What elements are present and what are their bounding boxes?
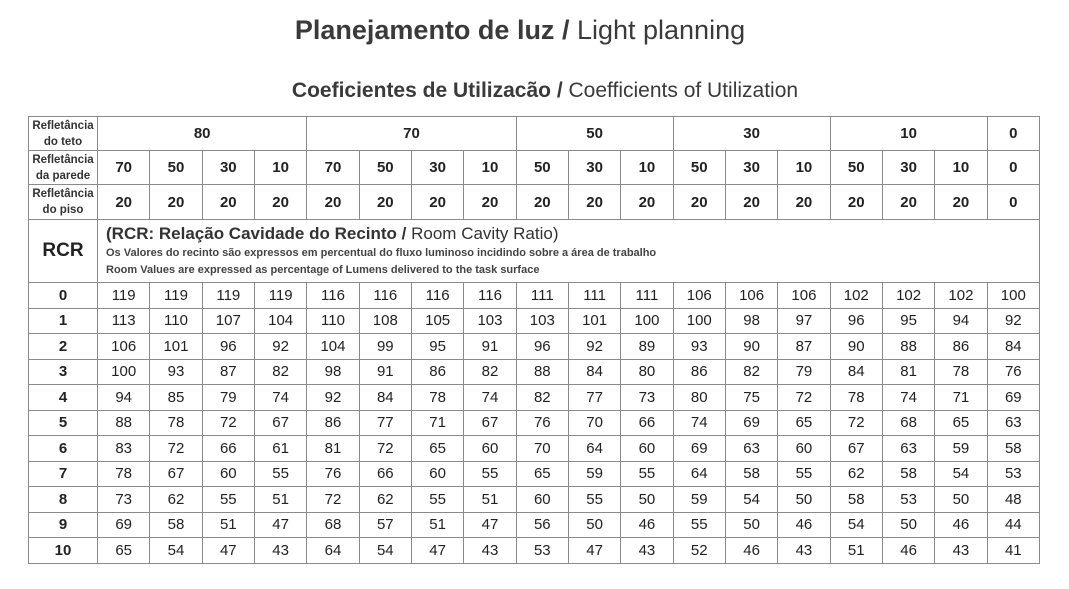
coefficient-cell: 101	[150, 334, 202, 360]
rcr-value-cell: 3	[29, 359, 98, 385]
coefficient-cell: 54	[725, 487, 777, 513]
table-row	[29, 359, 1040, 385]
coefficient-cell: 84	[987, 334, 1039, 360]
coefficient-cell: 102	[882, 283, 934, 309]
coefficient-cell: 68	[307, 512, 359, 538]
coefficient-cell: 88	[516, 359, 568, 385]
table-row	[29, 308, 1040, 334]
coefficient-cell: 58	[830, 487, 882, 513]
coefficient-cell: 88	[882, 334, 934, 360]
coefficient-cell: 104	[254, 308, 306, 334]
coefficient-cell: 67	[254, 410, 306, 436]
ceiling-label-line2: do teto	[43, 135, 83, 148]
coefficient-cell: 111	[516, 283, 568, 309]
coefficient-cell: 76	[987, 359, 1039, 385]
wall-value-cell: 0	[987, 151, 1039, 185]
coefficient-cell: 51	[830, 538, 882, 564]
coefficient-cell: 78	[98, 461, 150, 487]
coefficient-cell: 47	[254, 512, 306, 538]
coefficient-cell: 74	[254, 385, 306, 411]
coefficient-cell: 111	[621, 283, 673, 309]
coefficient-cell: 47	[411, 538, 463, 564]
coefficient-cell: 54	[935, 461, 987, 487]
coefficient-cell: 119	[150, 283, 202, 309]
coefficient-cell: 93	[150, 359, 202, 385]
floor-value-cell: 20	[150, 185, 202, 220]
wall-reflectance-label	[29, 151, 98, 185]
coefficient-cell: 77	[568, 385, 620, 411]
coefficient-cell: 86	[673, 359, 725, 385]
coefficient-cell: 110	[307, 308, 359, 334]
coefficient-cell: 50	[621, 487, 673, 513]
coefficient-cell: 80	[673, 385, 725, 411]
coefficient-cell: 59	[935, 436, 987, 462]
floor-value-cell: 20	[411, 185, 463, 220]
coefficient-cell: 43	[621, 538, 673, 564]
coefficient-cell: 47	[568, 538, 620, 564]
rcr-value-cell: 10	[29, 538, 98, 564]
coefficient-cell: 98	[725, 308, 777, 334]
wall-value-cell: 30	[202, 151, 254, 185]
coefficient-cell: 54	[830, 512, 882, 538]
rcr-note-title	[106, 223, 1039, 245]
coefficient-cell: 59	[568, 461, 620, 487]
coefficient-cell: 100	[987, 283, 1039, 309]
coefficient-cell: 50	[935, 487, 987, 513]
coefficient-cell: 116	[411, 283, 463, 309]
coefficient-cell: 73	[98, 487, 150, 513]
ceiling-value-cell: 10	[830, 117, 987, 151]
coefficient-cell: 46	[935, 512, 987, 538]
coefficient-cell: 77	[359, 410, 411, 436]
coefficient-cell: 84	[830, 359, 882, 385]
coefficient-cell: 72	[307, 487, 359, 513]
coefficient-cell: 96	[202, 334, 254, 360]
coefficient-cell: 103	[516, 308, 568, 334]
wall-value-cell: 30	[411, 151, 463, 185]
wall-value-cell: 10	[464, 151, 516, 185]
coefficient-cell: 68	[882, 410, 934, 436]
coefficient-cell: 94	[935, 308, 987, 334]
coefficient-cell: 119	[254, 283, 306, 309]
ceiling-value-cell: 80	[98, 117, 307, 151]
coefficient-cell: 65	[98, 538, 150, 564]
coefficient-cell: 100	[673, 308, 725, 334]
coefficient-cell: 60	[516, 487, 568, 513]
coefficient-cell: 62	[830, 461, 882, 487]
coefficient-cell: 55	[621, 461, 673, 487]
coefficient-cell: 69	[673, 436, 725, 462]
coefficient-cell: 92	[987, 308, 1039, 334]
ceiling-value-cell: 50	[516, 117, 673, 151]
wall-label-line1: Refletância	[32, 153, 94, 166]
coefficient-cell: 70	[568, 410, 620, 436]
coefficient-cell: 70	[516, 436, 568, 462]
ceiling-value-cell: 30	[673, 117, 830, 151]
coefficient-cell: 78	[830, 385, 882, 411]
coefficient-cell: 97	[778, 308, 830, 334]
coefficient-cell: 44	[987, 512, 1039, 538]
coefficient-cell: 47	[202, 538, 254, 564]
table-row	[29, 410, 1040, 436]
coefficient-cell: 106	[673, 283, 725, 309]
coefficient-cell: 78	[411, 385, 463, 411]
rcr-value-cell: 5	[29, 410, 98, 436]
table-row	[29, 436, 1040, 462]
coefficient-cell: 87	[202, 359, 254, 385]
coefficient-cell: 46	[621, 512, 673, 538]
coefficient-cell: 100	[621, 308, 673, 334]
coefficient-cell: 46	[778, 512, 830, 538]
floor-value-cell: 20	[725, 185, 777, 220]
ceiling-reflectance-row	[29, 117, 1040, 151]
rcr-value-cell: 9	[29, 512, 98, 538]
wall-value-cell: 10	[254, 151, 306, 185]
coefficient-cell: 47	[464, 512, 516, 538]
coefficient-cell: 111	[568, 283, 620, 309]
coefficient-cell: 110	[150, 308, 202, 334]
coefficient-cell: 66	[621, 410, 673, 436]
coefficient-cell: 85	[150, 385, 202, 411]
coefficient-cell: 52	[673, 538, 725, 564]
coefficient-cell: 53	[516, 538, 568, 564]
coefficient-cell: 58	[150, 512, 202, 538]
coefficient-cell: 62	[359, 487, 411, 513]
page-title	[0, 15, 1040, 46]
coefficient-cell: 92	[254, 334, 306, 360]
rcr-value-cell: 0	[29, 283, 98, 309]
table-row	[29, 487, 1040, 513]
wall-value-cell: 10	[935, 151, 987, 185]
coefficient-cell: 72	[202, 410, 254, 436]
coefficient-cell: 91	[464, 334, 516, 360]
coefficient-cell: 65	[411, 436, 463, 462]
wall-value-cell: 70	[307, 151, 359, 185]
ceiling-value-cell: 70	[307, 117, 516, 151]
coefficient-cell: 73	[621, 385, 673, 411]
coefficient-cell: 93	[673, 334, 725, 360]
coefficient-cell: 78	[150, 410, 202, 436]
coefficient-cell: 72	[150, 436, 202, 462]
coefficient-cell: 43	[935, 538, 987, 564]
coefficient-cell: 96	[516, 334, 568, 360]
coefficient-cell: 83	[98, 436, 150, 462]
coefficient-cell: 60	[464, 436, 516, 462]
rcr-label: RCR	[29, 220, 98, 283]
page-title-pt: Planejamento de luz	[294, 15, 555, 45]
coefficient-cell: 106	[98, 334, 150, 360]
coefficient-cell: 78	[935, 359, 987, 385]
coefficient-cell: 82	[254, 359, 306, 385]
floor-value-cell: 20	[935, 185, 987, 220]
coefficient-cell: 92	[568, 334, 620, 360]
coefficient-cell: 46	[725, 538, 777, 564]
coefficient-cell: 95	[882, 308, 934, 334]
coefficient-cell: 43	[464, 538, 516, 564]
coefficient-cell: 67	[464, 410, 516, 436]
rcr-value-cell: 1	[29, 308, 98, 334]
coefficient-cell: 87	[778, 334, 830, 360]
coefficient-cell: 67	[830, 436, 882, 462]
coefficient-cell: 59	[673, 487, 725, 513]
floor-value-cell: 20	[307, 185, 359, 220]
coefficient-cell: 79	[202, 385, 254, 411]
coefficient-cell: 100	[98, 359, 150, 385]
coefficient-cell: 74	[673, 410, 725, 436]
coefficient-cell: 98	[307, 359, 359, 385]
floor-label-line2: do piso	[42, 204, 84, 216]
rcr-value-cell: 4	[29, 385, 98, 411]
wall-value-cell: 50	[830, 151, 882, 185]
coefficient-cell: 50	[568, 512, 620, 538]
coefficient-cell: 64	[568, 436, 620, 462]
floor-value-cell: 20	[621, 185, 673, 220]
page-title-separator: /	[554, 15, 577, 45]
coefficient-cell: 65	[516, 461, 568, 487]
coefficient-cell: 46	[882, 538, 934, 564]
floor-value-cell: 20	[359, 185, 411, 220]
coefficient-cell: 66	[359, 461, 411, 487]
coefficient-cell: 82	[464, 359, 516, 385]
coefficient-cell: 90	[830, 334, 882, 360]
coefficient-cell: 55	[411, 487, 463, 513]
coefficient-cell: 86	[307, 410, 359, 436]
coefficient-cell: 106	[725, 283, 777, 309]
floor-reflectance-label	[29, 185, 98, 220]
coefficient-cell: 84	[359, 385, 411, 411]
wall-value-cell: 30	[568, 151, 620, 185]
ceiling-value-cell: 0	[987, 117, 1039, 151]
rcr-note-en: Room Values are expressed as percentage of Lumens delivered to the task surface	[106, 264, 540, 276]
table-row	[29, 283, 1040, 309]
table-row	[29, 461, 1040, 487]
coefficient-cell: 104	[307, 334, 359, 360]
coefficient-cell: 88	[98, 410, 150, 436]
wall-value-cell: 70	[98, 151, 150, 185]
wall-value-cell: 30	[882, 151, 934, 185]
coefficient-cell: 81	[307, 436, 359, 462]
coefficient-cell: 60	[621, 436, 673, 462]
floor-value-cell: 20	[568, 185, 620, 220]
floor-value-cell: 20	[202, 185, 254, 220]
coefficient-cell: 51	[464, 487, 516, 513]
floor-value-cell: 0	[987, 185, 1039, 220]
coefficient-cell: 69	[725, 410, 777, 436]
floor-value-cell: 20	[830, 185, 882, 220]
coefficient-cell: 60	[778, 436, 830, 462]
coefficient-cell: 51	[202, 512, 254, 538]
coefficient-cell: 119	[98, 283, 150, 309]
coefficient-cell: 51	[254, 487, 306, 513]
coefficient-cell: 55	[464, 461, 516, 487]
floor-value-cell: 20	[516, 185, 568, 220]
coefficient-cell: 63	[725, 436, 777, 462]
coefficient-cell: 76	[516, 410, 568, 436]
coefficient-cell: 82	[516, 385, 568, 411]
coefficient-cell: 54	[150, 538, 202, 564]
wall-value-cell: 30	[725, 151, 777, 185]
coefficient-cell: 106	[778, 283, 830, 309]
floor-value-cell: 20	[98, 185, 150, 220]
coefficient-cell: 94	[98, 385, 150, 411]
floor-value-cell: 20	[673, 185, 725, 220]
coefficient-cell: 101	[568, 308, 620, 334]
coefficient-cell: 58	[987, 436, 1039, 462]
wall-value-cell: 10	[621, 151, 673, 185]
rcr-note	[98, 220, 1040, 283]
coefficient-cell: 107	[202, 308, 254, 334]
coefficient-cell: 71	[935, 385, 987, 411]
table-row	[29, 385, 1040, 411]
floor-value-cell: 20	[464, 185, 516, 220]
coefficient-cell: 80	[621, 359, 673, 385]
coefficient-cell: 55	[254, 461, 306, 487]
coefficient-cell: 74	[464, 385, 516, 411]
page-title-en: Light planning	[576, 15, 746, 45]
coefficient-cell: 55	[778, 461, 830, 487]
coefficient-cell: 102	[935, 283, 987, 309]
coefficient-cell: 69	[98, 512, 150, 538]
coefficient-cell: 58	[882, 461, 934, 487]
coefficient-cell: 119	[202, 283, 254, 309]
coefficient-cell: 95	[411, 334, 463, 360]
coefficient-cell: 53	[882, 487, 934, 513]
floor-reflectance-row	[29, 185, 1040, 220]
coefficient-cell: 50	[725, 512, 777, 538]
coefficient-cell: 102	[830, 283, 882, 309]
ceiling-reflectance-label	[29, 117, 98, 151]
coefficient-cell: 55	[568, 487, 620, 513]
coefficient-cell: 113	[98, 308, 150, 334]
rcr-note-title-pt: (RCR: Relação Cavidade do Recinto	[106, 224, 397, 243]
wall-value-cell: 50	[516, 151, 568, 185]
coefficient-cell: 58	[725, 461, 777, 487]
data-rows	[29, 283, 1040, 564]
coefficient-cell: 66	[202, 436, 254, 462]
wall-value-cell: 10	[778, 151, 830, 185]
coefficient-cell: 51	[411, 512, 463, 538]
coefficient-cell: 41	[987, 538, 1039, 564]
rcr-note-title-en: Room Cavity Ratio)	[411, 224, 559, 243]
coefficient-cell: 99	[359, 334, 411, 360]
wall-label-line2: da parede	[35, 169, 91, 182]
floor-value-cell: 20	[778, 185, 830, 220]
coefficient-cell: 108	[359, 308, 411, 334]
table-row	[29, 512, 1040, 538]
coefficient-cell: 90	[725, 334, 777, 360]
wall-reflectance-row	[29, 151, 1040, 185]
coefficient-cell: 75	[725, 385, 777, 411]
rcr-value-cell: 6	[29, 436, 98, 462]
coefficient-cell: 55	[202, 487, 254, 513]
coefficient-cell: 81	[882, 359, 934, 385]
coefficient-cell: 72	[830, 410, 882, 436]
coefficient-cell: 63	[987, 410, 1039, 436]
coefficient-cell: 60	[202, 461, 254, 487]
table-title-pt: Coeficientes de Utilizacão	[291, 79, 551, 102]
coefficient-cell: 103	[464, 308, 516, 334]
coefficient-cell: 116	[359, 283, 411, 309]
floor-label-line1: Refletância	[32, 188, 94, 200]
table-row	[29, 538, 1040, 564]
coefficient-cell: 67	[150, 461, 202, 487]
coefficient-cell: 86	[411, 359, 463, 385]
coefficient-cell: 82	[725, 359, 777, 385]
coefficient-cell: 86	[935, 334, 987, 360]
coefficient-cell: 79	[778, 359, 830, 385]
coefficient-cell: 43	[778, 538, 830, 564]
floor-value-cell: 20	[882, 185, 934, 220]
rcr-value-cell: 2	[29, 334, 98, 360]
coefficient-cell: 61	[254, 436, 306, 462]
table-title-separator: /	[551, 79, 569, 102]
rcr-note-title-separator: /	[396, 224, 412, 243]
coefficient-cell: 91	[359, 359, 411, 385]
coefficient-cell: 55	[673, 512, 725, 538]
table-title	[0, 79, 1069, 103]
coefficient-cell: 92	[307, 385, 359, 411]
coefficient-cell: 63	[882, 436, 934, 462]
rcr-value-cell: 7	[29, 461, 98, 487]
coefficient-cell: 69	[987, 385, 1039, 411]
coefficient-cell: 72	[778, 385, 830, 411]
coefficient-cell: 76	[307, 461, 359, 487]
coefficient-cell: 62	[150, 487, 202, 513]
coefficient-cell: 50	[778, 487, 830, 513]
rcr-note-pt: Os Valores do recinto são expressos em percentual do fluxo luminoso incidindo sobre a área de trabalho	[106, 247, 657, 259]
coefficient-cell: 54	[359, 538, 411, 564]
coefficient-cell: 96	[830, 308, 882, 334]
coefficient-cell: 89	[621, 334, 673, 360]
coefficient-cell: 65	[778, 410, 830, 436]
coefficient-cell: 84	[568, 359, 620, 385]
coefficients-table	[28, 116, 1040, 564]
coefficient-cell: 48	[987, 487, 1039, 513]
coefficient-cell: 53	[987, 461, 1039, 487]
ceiling-label-line1: Refletância	[32, 119, 94, 132]
coefficient-cell: 72	[359, 436, 411, 462]
coefficient-cell: 50	[882, 512, 934, 538]
table-title-en: Coefficients of Utilization	[568, 79, 799, 102]
coefficient-cell: 71	[411, 410, 463, 436]
wall-value-cell: 50	[150, 151, 202, 185]
wall-value-cell: 50	[359, 151, 411, 185]
coefficient-cell: 60	[411, 461, 463, 487]
rcr-header-row	[29, 220, 1040, 283]
coefficient-cell: 57	[359, 512, 411, 538]
coefficient-cell: 65	[935, 410, 987, 436]
coefficient-cell: 64	[307, 538, 359, 564]
table-row	[29, 334, 1040, 360]
coefficient-cell: 116	[464, 283, 516, 309]
coefficient-cell: 56	[516, 512, 568, 538]
coefficient-cell: 64	[673, 461, 725, 487]
wall-value-cell: 50	[673, 151, 725, 185]
rcr-value-cell: 8	[29, 487, 98, 513]
coefficient-cell: 74	[882, 385, 934, 411]
coefficient-cell: 105	[411, 308, 463, 334]
floor-value-cell: 20	[254, 185, 306, 220]
coefficient-cell: 116	[307, 283, 359, 309]
coefficient-cell: 43	[254, 538, 306, 564]
